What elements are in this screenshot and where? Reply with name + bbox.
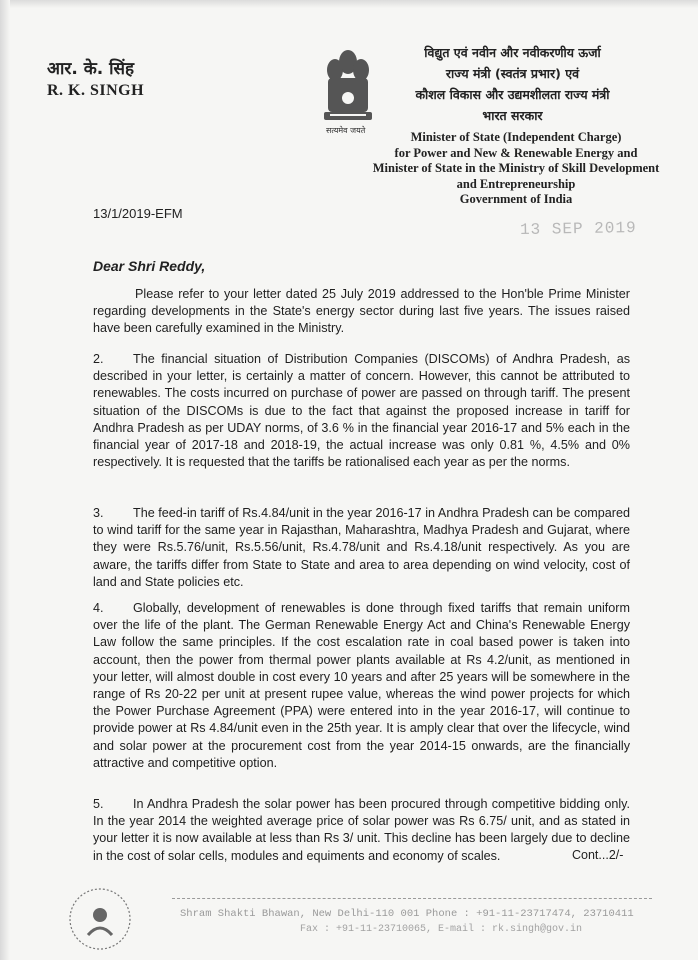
paragraph-number: 4. [93,601,104,615]
paragraph-text: The feed-in tariff of Rs.4.84/unit in the year 2016-17 in Andhra Pradesh can be compared to wind tariff for the same year in Rajasthan, Maharashtra, Madhya Pradesh and Gujarat, where they were Rs.5.76/unit, Rs.5.56/unit, Rs.4.78/unit and Rs.4.18/unit respectively. As you are aware, the tariffs differ from State to State and area to area depending on wind velocity, cost of land and State policies etc. [93,506,630,589]
designation-line: and Entrepreneurship [456,176,576,191]
sender-name-english: R. K. SINGH [47,82,145,99]
designation-line: कौशल विकास और उद्यमशीलता राज्य मंत्री [415,87,610,102]
footer-contact: Fax : +91-11-23710065, E-mail : rk.singh@gov.in [300,924,583,935]
footer-divider [172,898,652,899]
paragraph-number: 2. [93,352,104,366]
designation-line: राज्य मंत्री (स्वतंत्र प्रभार) एवं [445,66,580,81]
skill-india-logo-icon [66,885,134,953]
paragraph-1 [93,286,630,338]
scan-edge [0,0,10,960]
paragraph-text: Globally, development of renewables is done through fixed tariffs that remain uniform over the life of the plant. The German Renewable Energy Act and China's Renewable Energy Law follow the same principles. If the cost escalation rate in coal based power is taken into account, then the power from thermal power plants available at Rs 4.2/unit, as mentioned in your letter, will almost double in cost every 10 years and after 25 years will be somewhere in the range of Rs 20-22 per unit at present rupee value, whereas the wind power projects for which the Power Purchase Agreement (PPA) were entered into in the year 2016-17, will continue to provide power at Rs 4.84/unit even in the 25th year. It is amply clear that over the lifecycle, wind and solar power at the procurement cost from the year 2014-15 onwards, are the financially attractive and competitive option. [93,601,630,770]
paragraph-number: 5. [93,797,104,811]
paragraph-5 [93,796,630,865]
paragraph-number: 3. [93,506,104,520]
designation-line: Minister of State in the Ministry of Skill Development [372,161,660,175]
footer-address: Shram Shakti Bhawan, New Delhi-110 001 Phone : +91-11-23717474, 23710411 [180,908,634,920]
designation-line: Minister of State (Independent Charge) [410,130,622,144]
paragraph-4 [93,600,630,772]
designation-hindi [400,42,625,126]
continuation-note: Cont...2/- [572,848,624,862]
designation-line: for Power and New & Renewable Energy and [394,145,638,160]
paragraph-text: Please refer to your letter dated 25 July 2019 addressed to the Hon'ble Prime Minister regarding developments in the State's energy sector during last five years. The issues raised have been carefully examined in the Ministry. [93,287,630,336]
date-stamp: 13 SEP 2019 [519,218,637,240]
designation-line: विद्युत एवं नवीन और नवीकरणीय ऊर्जा [424,45,601,60]
paragraph-text: The financial situation of Distribution Companies (DISCOMs) of Andhra Pradesh, as described in your letter, is certainly a matter of concern. However, this cannot be attributed to renewables. The costs incurred on purchase of power are passed on through tariff. The present situation of the DISCOMs is due to the fact that against the proposed increase in tariff for Andhra Pradesh as per UDAY norms, of 3.6 % in the financial year 2016-17 and 5% each in the financial year of 2017-18 and 2018-19, the actual increase was only 0.81 %, 4.5% and 0% respectively. It is requested that the tariffs be rationalised each year as per the norms. [93,352,630,470]
designation-line: भारत सरकार [482,108,543,123]
paragraph-2 [93,351,630,471]
scan-edge [0,0,698,8]
reference-number: 13/1/2019-EFM [93,206,183,221]
emblem-motto: सत्यमेव जयते [326,126,366,135]
salutation: Dear Shri Reddy, [93,258,206,274]
sender-name-hindi: आर. के. सिंह [47,59,135,79]
designation-english [370,130,662,208]
paragraph-text: In Andhra Pradesh the solar power has been procured through competitive bidding only. In the year 2014 the weighted average price of solar power was Rs 6.75/ unit, and as stated in your letter it is now available at less than Rs 3/ unit. This decline has been largely due to decline in the cost of solar cells, modules and equiments and economy of scales. [93,797,630,863]
designation-line: Government of India [459,192,573,206]
paragraph-3 [93,505,630,591]
